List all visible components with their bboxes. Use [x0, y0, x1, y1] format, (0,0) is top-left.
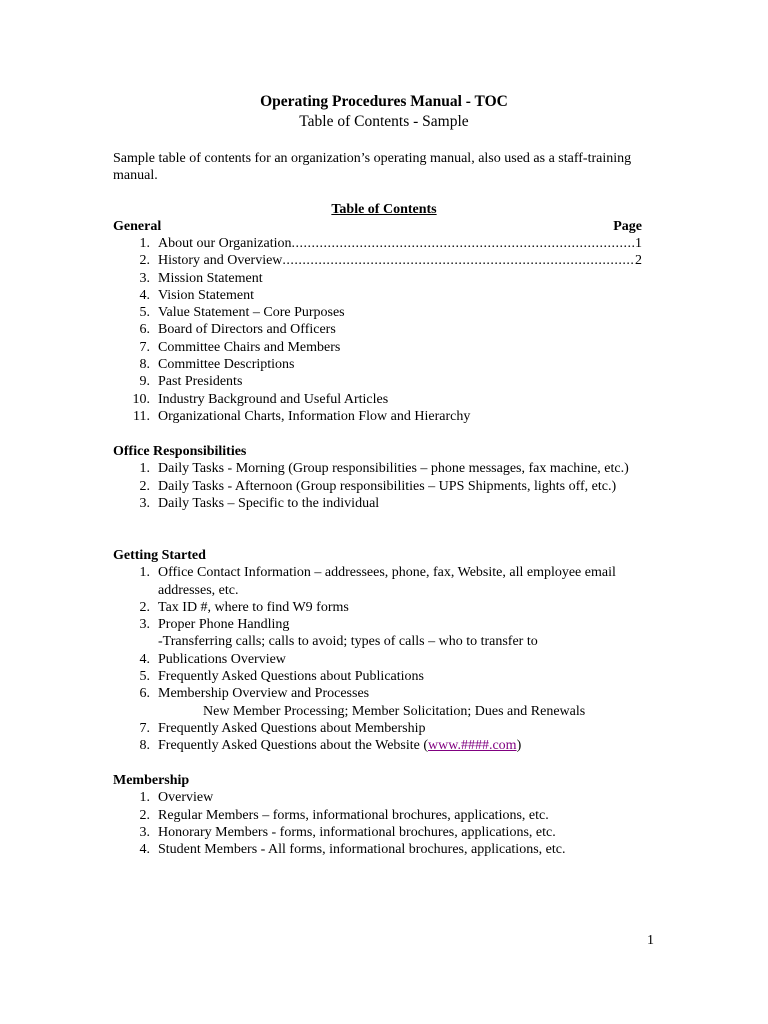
item-page: 2	[635, 253, 642, 269]
item-text: Frequently Asked Questions about the Website (	[158, 738, 429, 754]
section-office-responsibilities	[113, 443, 658, 512]
list-item	[113, 720, 658, 737]
list-item	[113, 321, 658, 338]
item-text: Frequently Asked Questions about Membership	[158, 720, 426, 736]
item-number: 1.	[139, 565, 150, 581]
section-title-getting-started: Getting Started	[113, 548, 206, 563]
item-text: Committee Chairs and Members	[158, 339, 341, 355]
office-list	[113, 460, 658, 512]
item-text: Overview	[158, 790, 214, 806]
list-item	[113, 616, 658, 651]
item-number: 9.	[139, 374, 150, 390]
item-text: Tax ID #, where to find W9 forms	[158, 599, 349, 615]
item-number: 8.	[139, 738, 150, 754]
item-number: 7.	[139, 720, 150, 736]
list-item	[113, 339, 658, 356]
section-general	[113, 235, 658, 425]
item-text: Vision Statement	[158, 287, 254, 303]
item-text: Honorary Members - forms, informational brochures, applications, etc.	[158, 824, 556, 840]
item-number: 2.	[139, 807, 150, 823]
item-number: 7.	[139, 339, 150, 355]
item-text-suffix: )	[516, 738, 522, 754]
section-getting-started	[113, 547, 658, 755]
list-item	[113, 373, 658, 390]
item-text: Proper Phone Handling	[158, 617, 290, 633]
item-number: 2.	[139, 253, 150, 269]
list-item	[113, 841, 658, 858]
item-number: 11.	[133, 408, 150, 424]
item-number: 5.	[139, 305, 150, 321]
item-number: 3.	[139, 495, 150, 511]
item-text: Mission Statement	[158, 270, 263, 286]
list-item	[113, 304, 658, 321]
list-item	[113, 824, 658, 841]
item-number: 1.	[139, 790, 150, 806]
item-text: Student Members - All forms, informational brochures, applications, etc.	[158, 842, 566, 858]
list-item	[113, 252, 658, 269]
item-text: Daily Tasks – Specific to the individual	[158, 495, 380, 511]
item-text: Past Presidents	[158, 374, 243, 390]
item-text: Committee Descriptions	[158, 357, 295, 373]
item-number: 4.	[139, 842, 150, 858]
item-text: Organizational Charts, Information Flow and Hierarchy	[158, 408, 471, 424]
item-number: 2.	[139, 599, 150, 615]
item-number: 1.	[139, 461, 150, 477]
item-number: 10.	[132, 391, 150, 407]
document-title: Operating Procedures Manual - TOC	[260, 93, 508, 110]
item-text: Membership Overview and Processes	[158, 686, 370, 702]
item-number: 3.	[139, 824, 150, 840]
item-number: 6.	[139, 686, 150, 702]
list-item	[113, 651, 658, 668]
list-item	[113, 478, 658, 495]
item-text: Daily Tasks - Morning (Group responsibilities – phone messages, fax machine, etc.)	[158, 461, 629, 477]
item-text: About our Organization	[158, 236, 292, 251]
item-number: 1.	[139, 236, 150, 251]
list-item	[113, 495, 658, 512]
item-text: Publications Overview	[158, 651, 286, 667]
list-item	[113, 564, 658, 599]
list-item	[113, 685, 658, 720]
item-note: -Transferring calls; calls to avoid; types of calls – who to transfer to	[158, 634, 538, 650]
list-item	[113, 789, 658, 806]
item-text: Frequently Asked Questions about Publications	[158, 669, 424, 685]
section-title-office: Office Responsibilities	[113, 444, 247, 459]
getting-started-list	[113, 564, 658, 754]
website-link[interactable]: www.####.com	[428, 738, 517, 754]
toc-heading: Table of Contents	[331, 202, 437, 217]
toc-leader-line	[158, 235, 642, 252]
dot-leader	[282, 252, 635, 269]
list-item	[113, 287, 658, 304]
list-item	[113, 668, 658, 685]
section-title-general: General	[113, 219, 162, 234]
item-number: 8.	[139, 357, 150, 373]
page-column-label: Page	[613, 219, 642, 234]
item-number: 3.	[139, 617, 150, 633]
general-list	[113, 235, 658, 425]
item-number: 6.	[139, 322, 150, 338]
list-item	[113, 460, 658, 477]
dot-leader	[292, 235, 636, 252]
item-number: 5.	[139, 669, 150, 685]
list-item	[113, 356, 658, 373]
section-title-membership: Membership	[113, 773, 190, 788]
page-number: 1	[647, 933, 654, 948]
item-page: 1	[635, 236, 642, 251]
item-text: Office Contact Information – addressees, phone, fax, Website, all employee email addresses, etc.	[158, 565, 616, 598]
toc-column-header	[113, 218, 642, 235]
list-item	[113, 737, 658, 754]
toc-leader-line	[158, 252, 642, 269]
item-number: 4.	[139, 287, 150, 303]
item-text: Daily Tasks - Afternoon (Group responsibilities – UPS Shipments, lights off, etc.)	[158, 478, 617, 494]
list-item	[113, 270, 658, 287]
item-number: 4.	[139, 651, 150, 667]
item-text: Board of Directors and Officers	[158, 322, 336, 338]
membership-list	[113, 789, 658, 858]
document-subtitle: Table of Contents - Sample	[299, 113, 469, 130]
list-item	[113, 807, 658, 824]
list-item	[113, 408, 658, 425]
list-item	[113, 599, 658, 616]
intro-paragraph: Sample table of contents for an organization’s operating manual, also used as a staff-training manual.	[113, 151, 632, 184]
list-item	[113, 391, 658, 408]
item-text: Industry Background and Useful Articles	[158, 391, 389, 407]
item-text: Regular Members – forms, informational brochures, applications, etc.	[158, 807, 549, 823]
item-text: History and Overview	[158, 253, 283, 269]
item-note: New Member Processing; Member Solicitation; Dues and Renewals	[203, 703, 586, 719]
section-membership	[113, 772, 658, 858]
item-number: 2.	[139, 478, 150, 494]
item-number: 3.	[139, 270, 150, 286]
item-text: Value Statement – Core Purposes	[158, 305, 345, 321]
list-item	[113, 235, 658, 252]
